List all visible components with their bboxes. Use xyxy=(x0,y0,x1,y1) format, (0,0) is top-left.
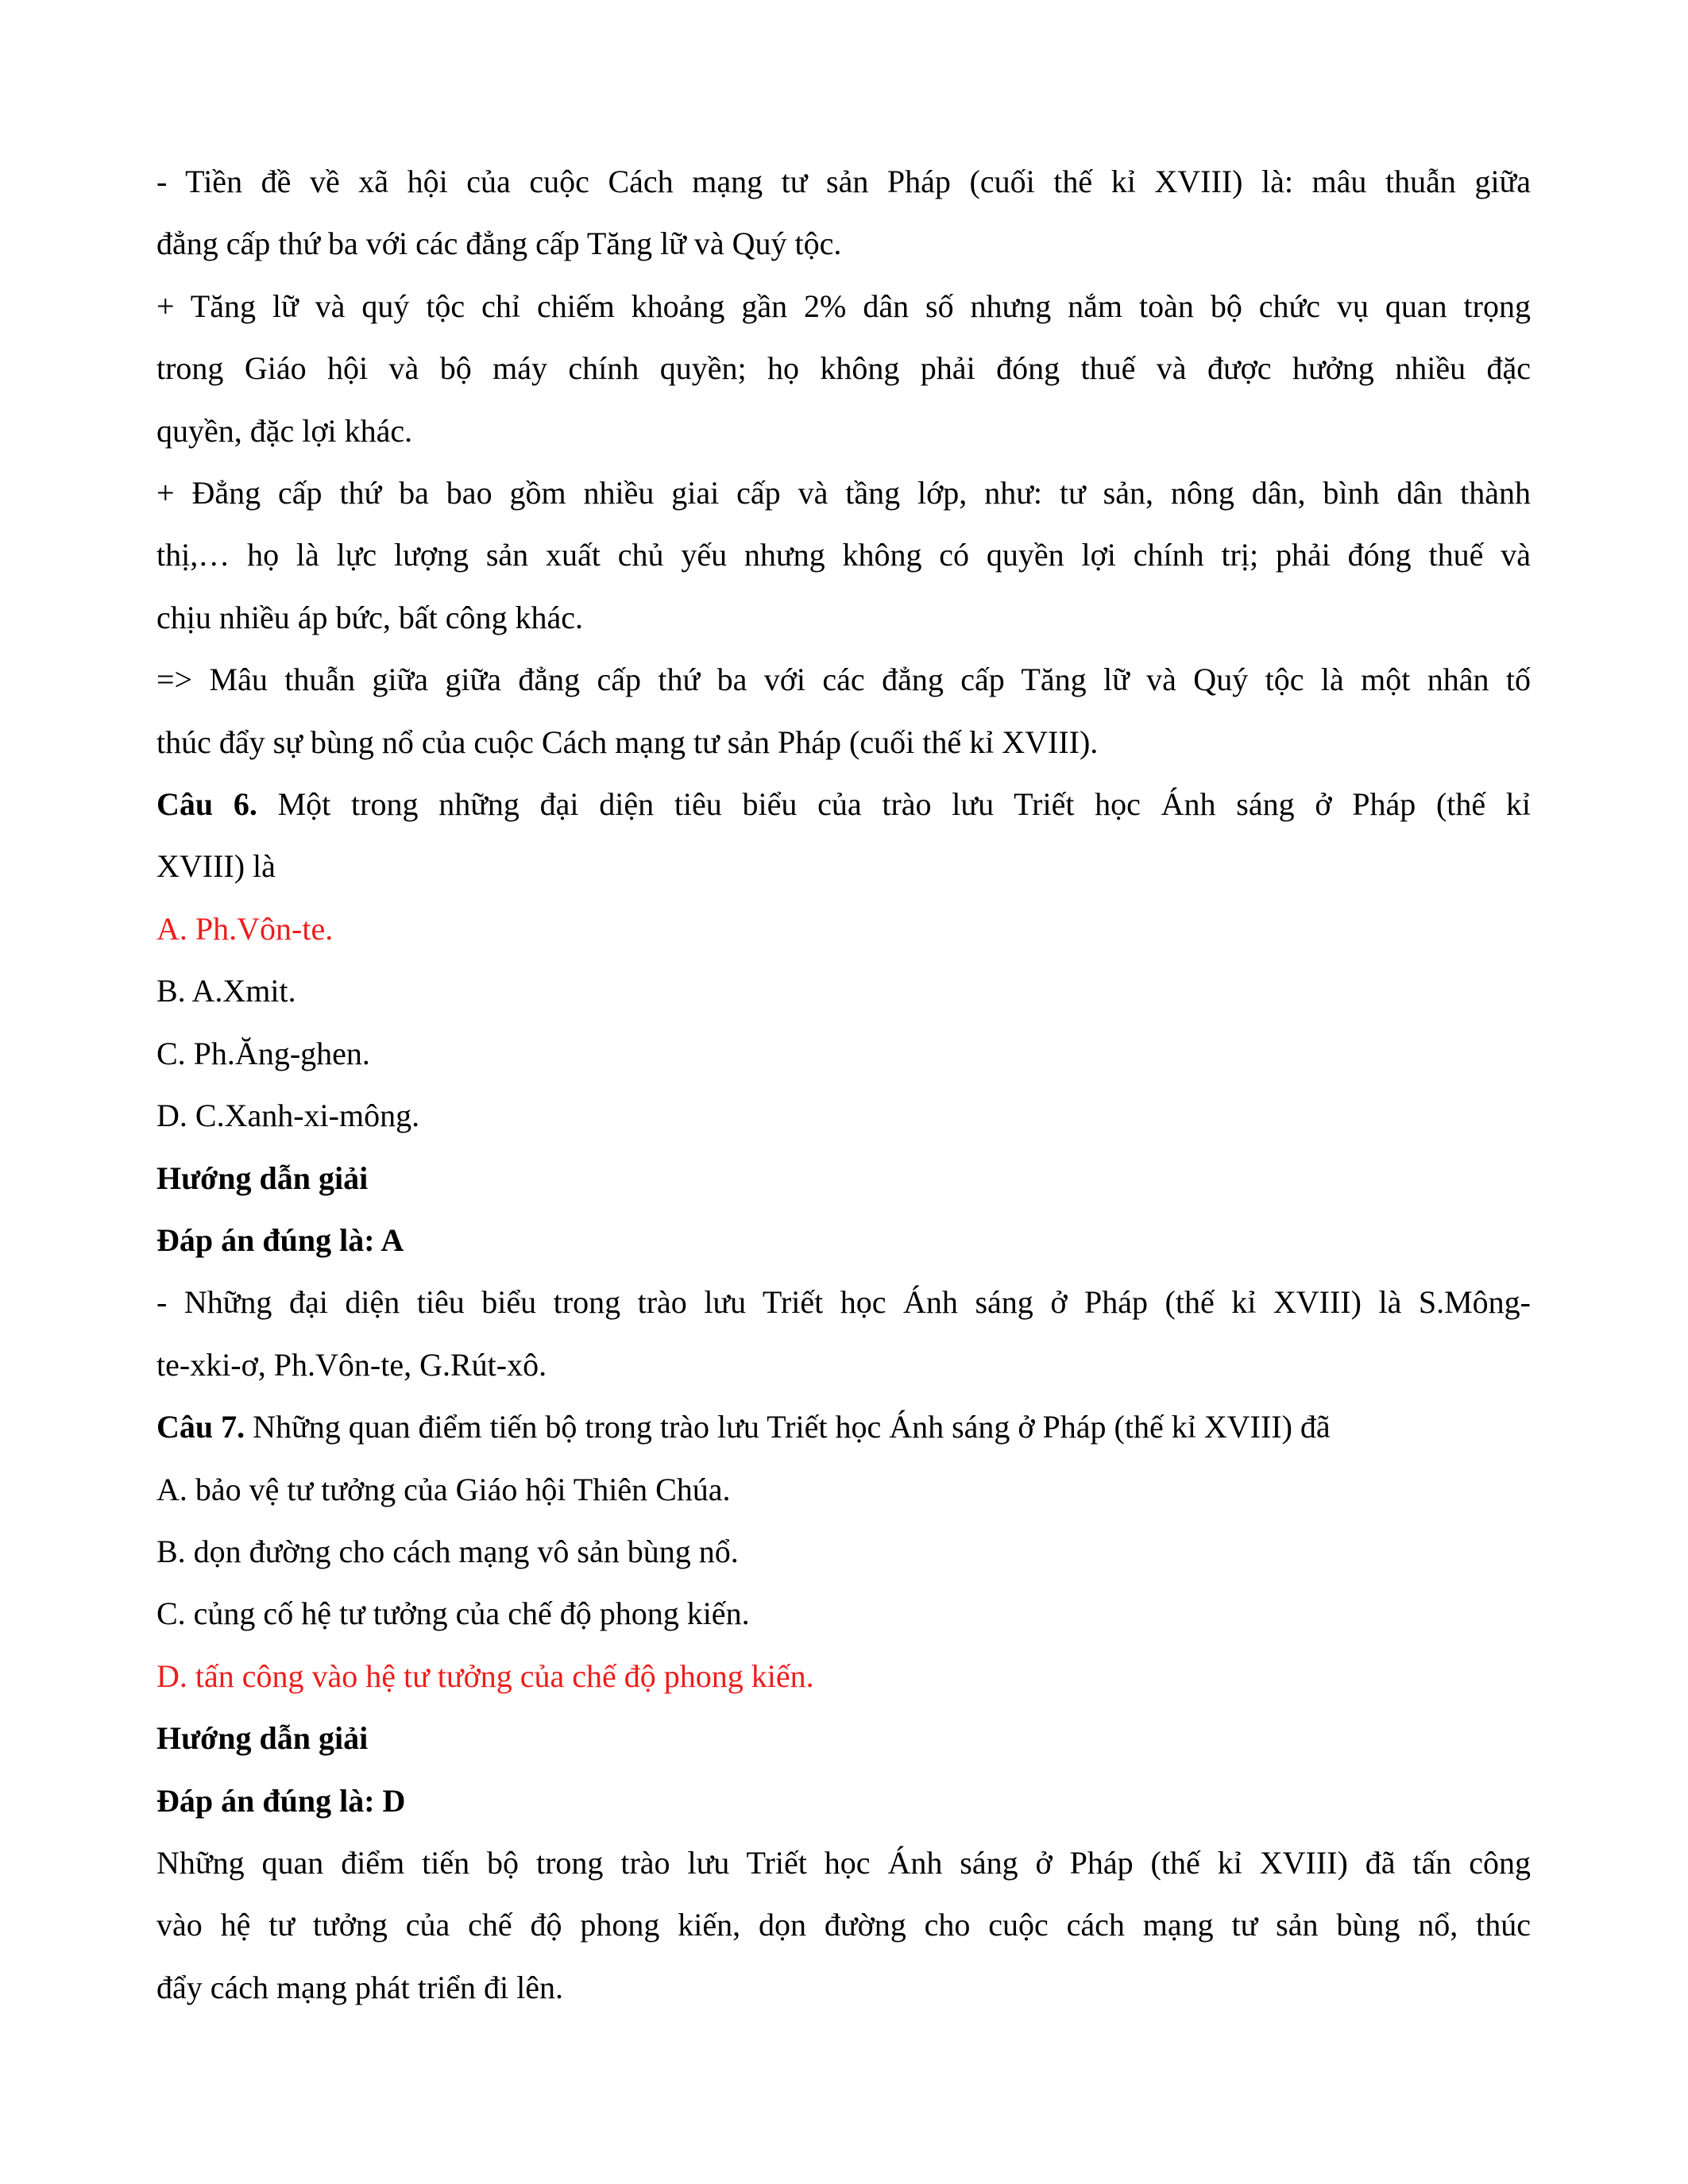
q6-explanation: te-xki-ơ, Ph.Vôn-te, G.Rút-xô. xyxy=(156,1346,547,1383)
intro-line: thúc đẩy sự bùng nổ của cuộc Cách mạng tư sản Pháp (cuối thế kỉ XVIII). xyxy=(156,723,1099,760)
intro-line: chịu nhiều áp bức, bất công khác. xyxy=(156,599,584,635)
q7-guide-heading: Hướng dẫn giải xyxy=(156,1720,369,1757)
q6-option-c: C. Ph.Ăng-ghen. xyxy=(156,1035,370,1071)
q6-option-b: B. A.Xmit. xyxy=(156,973,296,1009)
q7-answer: Đáp án đúng là: D xyxy=(156,1782,406,1819)
q7-option-c: C. củng cố hệ tư tưởng của chế độ phong kiến. xyxy=(156,1596,750,1632)
question-7-text: Những quan điểm tiến bộ trong trào lưu Triết học Ánh sáng ở Pháp (thế kỉ XVIII) đã xyxy=(245,1409,1331,1445)
q6-guide-heading: Hướng dẫn giải xyxy=(156,1160,369,1196)
intro-line: đẳng cấp thứ ba với các đẳng cấp Tăng lữ và Quý tộc. xyxy=(156,226,842,262)
intro-line: => Mâu thuẫn giữa giữa đẳng cấp thứ ba với các đẳng cấp Tăng lữ và Quý tộc là một nhân tố xyxy=(156,662,1531,698)
question-6-text: Một trong những đại diện tiêu biểu của trào lưu Triết học Ánh sáng ở Pháp (thế kỉ xyxy=(257,786,1531,823)
q7-explanation: vào hệ tư tưởng của chế độ phong kiến, dọn đường cho cuộc cách mạng tư sản bùng nổ, thúc xyxy=(156,1907,1531,1943)
question-7-line xyxy=(156,1396,1531,1458)
q7-explanation: đẩy cách mạng phát triển đi lên. xyxy=(156,1969,564,2005)
question-7-label: Câu 7. xyxy=(156,1409,245,1445)
q7-explanation: Những quan điểm tiến bộ trong trào lưu Triết học Ánh sáng ở Pháp (thế kỉ XVIII) đã tấn công xyxy=(156,1844,1531,1881)
document-page xyxy=(156,151,1531,2019)
q6-answer: Đáp án đúng là: A xyxy=(156,1221,404,1258)
question-6-line xyxy=(156,774,1531,835)
question-6-line: XVIII) là xyxy=(156,848,276,885)
q6-option-a: A. Ph.Vôn-te. xyxy=(156,910,334,947)
intro-line: quyền, đặc lợi khác. xyxy=(156,412,413,449)
q6-option-d: D. C.Xanh-xi-mông. xyxy=(156,1098,420,1134)
intro-line: thị,… họ là lực lượng sản xuất chủ yếu nhưng không có quyền lợi chính trị; phải đóng thuế và xyxy=(156,537,1531,573)
q7-option-a: A. bảo vệ tư tưởng của Giáo hội Thiên Chúa. xyxy=(156,1471,731,1507)
question-6-label: Câu 6. xyxy=(156,786,257,823)
q6-explanation: - Những đại diện tiêu biểu trong trào lưu Triết học Ánh sáng ở Pháp (thế kỉ XVIII) là S.Mông- xyxy=(156,1284,1531,1321)
q7-option-b: B. dọn đường cho cách mạng vô sản bùng nổ. xyxy=(156,1533,739,1569)
intro-line: - Tiền đề về xã hội của cuộc Cách mạng tư sản Pháp (cuối thế kỉ XVIII) là: mâu thuẫn giữa xyxy=(156,164,1531,199)
intro-line: trong Giáo hội và bộ máy chính quyền; họ không phải đóng thuế và được hưởng nhiều đặc xyxy=(156,350,1531,387)
intro-line: + Đẳng cấp thứ ba bao gồm nhiều giai cấp và tầng lớp, như: tư sản, nông dân, bình dân thành xyxy=(156,475,1531,511)
intro-line: + Tăng lữ và quý tộc chỉ chiếm khoảng gần 2% dân số nhưng nắm toàn bộ chức vụ quan trọng xyxy=(156,287,1531,324)
q7-option-d: D. tấn công vào hệ tư tưởng của chế độ phong kiến. xyxy=(156,1657,814,1694)
